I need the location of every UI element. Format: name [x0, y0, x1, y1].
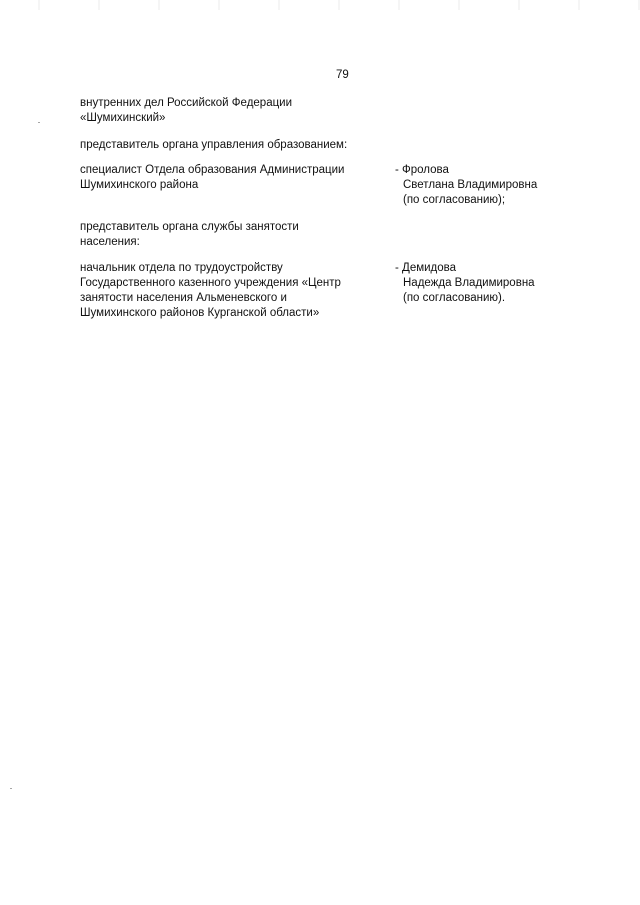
person-line: - Демидова	[395, 262, 457, 274]
text-line: представитель органа управления образованием:	[80, 139, 348, 151]
person-frolova	[395, 163, 537, 208]
person-line: Светлана Владимировна	[403, 179, 538, 191]
text-line: населения:	[80, 236, 140, 248]
text-line: специалист Отдела образования Администрации	[80, 164, 345, 176]
text-block-employment-service-heading	[80, 220, 299, 250]
text-block-education-specialist	[80, 163, 344, 193]
page-number: 79	[336, 69, 349, 81]
text-block-education-authority-heading	[80, 138, 347, 153]
text-line: занятости населения Альменевского и	[80, 292, 287, 304]
text-line: Государственного казенного учреждения «Центр	[80, 277, 341, 289]
person-line: Надежда Владимировна	[403, 277, 535, 289]
scan-speck	[10, 788, 12, 789]
scan-noise	[0, 0, 640, 10]
text-block-employment-head	[80, 261, 341, 321]
text-line: «Шумихинский»	[80, 112, 166, 124]
text-line: Шумихинского района	[80, 179, 199, 191]
person-line: (по согласованию).	[403, 292, 506, 304]
text-line: начальник отдела по трудоустройству	[80, 262, 283, 274]
text-line: представитель органа службы занятости	[80, 221, 299, 233]
person-demidova	[395, 261, 535, 306]
text-line: Шумихинского районов Курганской области»	[80, 307, 320, 319]
text-block-department	[80, 96, 292, 126]
text-line: внутренних дел Российской Федерации	[80, 97, 293, 109]
scan-speck	[38, 122, 40, 123]
person-line: (по согласованию);	[403, 194, 506, 206]
person-line: - Фролова	[395, 164, 449, 176]
